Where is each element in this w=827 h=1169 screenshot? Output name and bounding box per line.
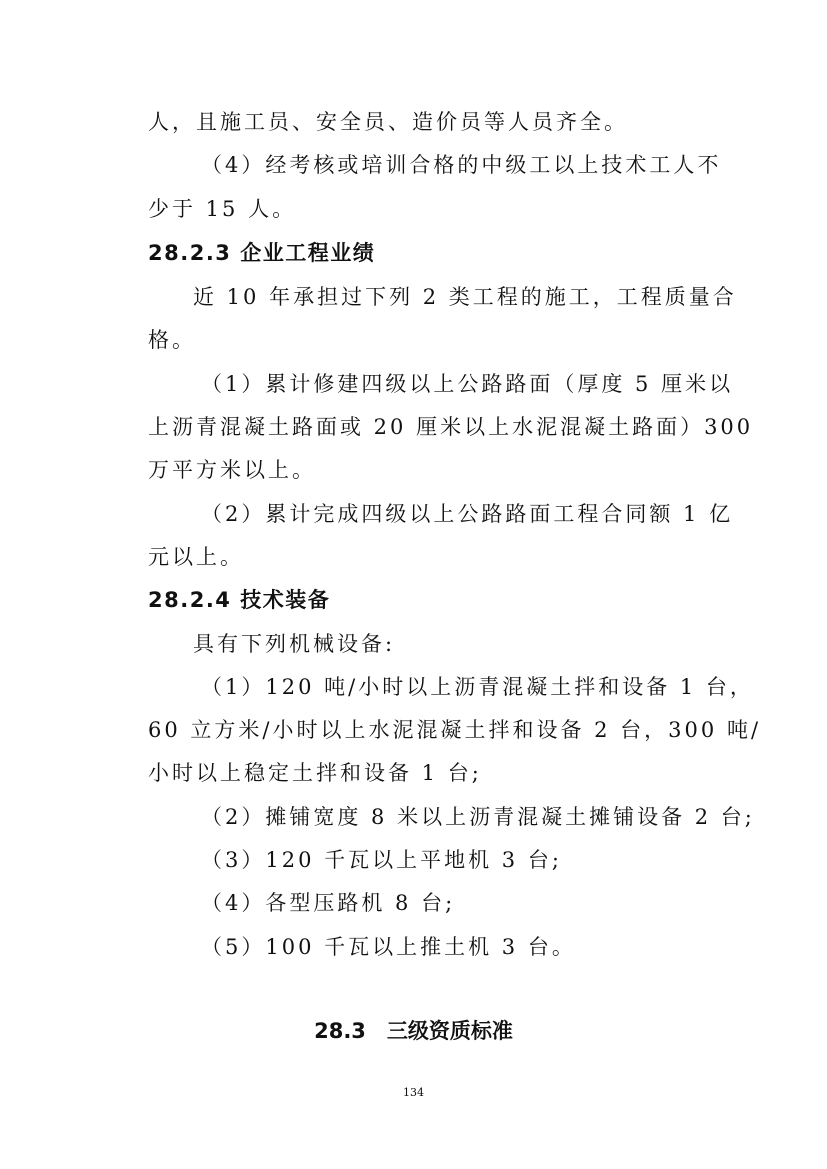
equipment-item-1-line-2: 60 立方米/小时以上水泥混凝土拌和设备 2 台，300 吨/ bbox=[148, 718, 762, 742]
heading-28-2-4: 28.2.4 技术装备 bbox=[148, 588, 331, 612]
performance-item-1-line-3: 万平方米以上。 bbox=[148, 458, 316, 482]
equipment-item-2: （2）摊铺宽度 8 米以上沥青混凝土摊铺设备 2 台; bbox=[201, 805, 755, 829]
equipment-intro: 具有下列机械设备: bbox=[193, 632, 396, 656]
list-item-4-line-1: （4）经考核或培训合格的中级工以上技术工人不 bbox=[201, 153, 722, 177]
paragraph-line-performance-2: 格。 bbox=[148, 328, 196, 352]
equipment-item-4: （4）各型压路机 8 台; bbox=[201, 891, 456, 915]
section-title-28-3: 28.3 三级资质标准 bbox=[314, 1019, 513, 1043]
page-number: 134 bbox=[403, 1086, 424, 1099]
equipment-item-3: （3）120 千瓦以上平地机 3 台; bbox=[201, 848, 562, 872]
equipment-item-1-line-3: 小时以上稳定土拌和设备 1 台; bbox=[148, 761, 482, 785]
list-item-4-line-2: 少于 15 人。 bbox=[148, 197, 297, 221]
performance-item-2-line-2: 元以上。 bbox=[148, 545, 244, 569]
performance-item-1-line-1: （1）累计修建四级以上公路路面（厚度 5 厘米以 bbox=[201, 372, 734, 396]
heading-28-2-3: 28.2.3 企业工程业绩 bbox=[148, 241, 376, 265]
equipment-item-1-line-1: （1）120 吨/小时以上沥青混凝土拌和设备 1 台， bbox=[201, 675, 754, 699]
performance-item-1-line-2: 上沥青混凝土路面或 20 厘米以上水泥混凝土路面）300 bbox=[148, 415, 754, 439]
performance-item-2-line-1: （2）累计完成四级以上公路路面工程合同额 1 亿 bbox=[201, 502, 734, 526]
paragraph-line-1: 人，且施工员、安全员、造价员等人员齐全。 bbox=[148, 110, 628, 134]
paragraph-line-performance-1: 近 10 年承担过下列 2 类工程的施工，工程质量合 bbox=[193, 285, 737, 309]
equipment-item-5: （5）100 千瓦以上推土机 3 台。 bbox=[201, 935, 576, 959]
